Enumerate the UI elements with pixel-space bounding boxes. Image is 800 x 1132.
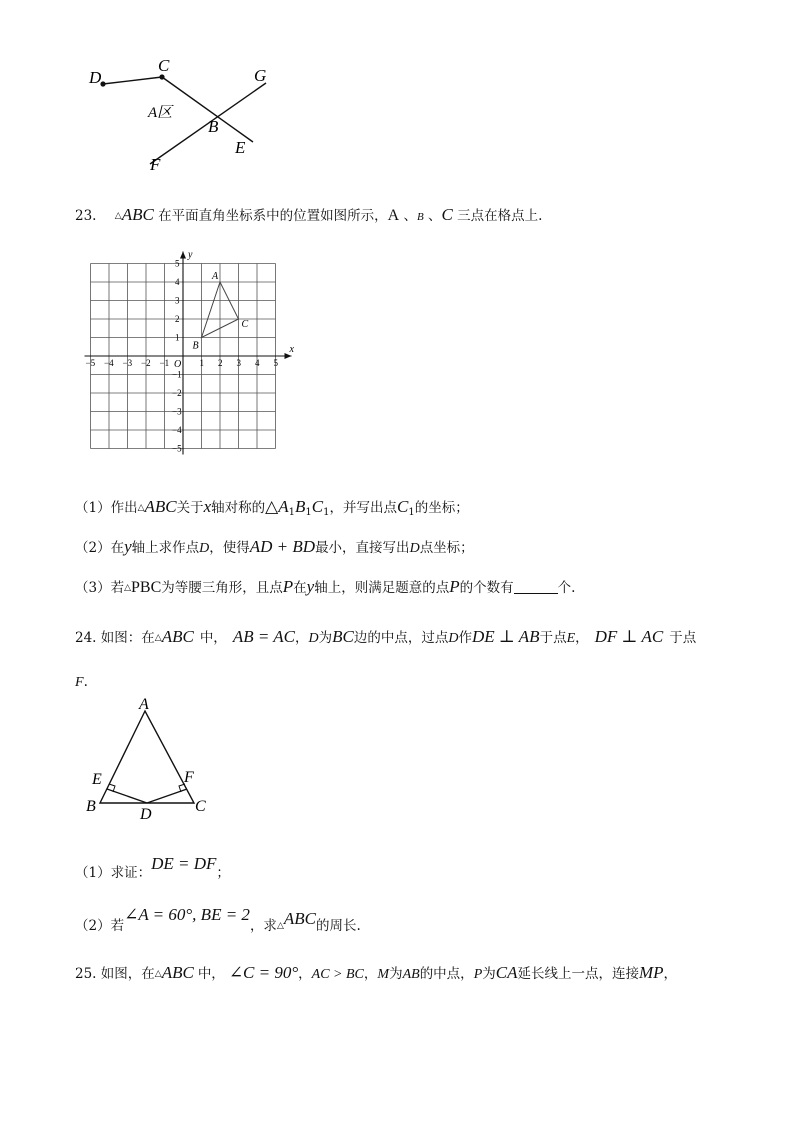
fig24-label-b: B — [86, 798, 96, 815]
x-tick-label: 1 — [199, 358, 204, 368]
fig24-label-a: A — [139, 696, 149, 713]
question-23-stem: 23. △ABC 在平面直角坐标系中的位置如图所示，A 、B 、C 三点在格点上. — [75, 205, 543, 224]
figure-24 — [80, 695, 220, 825]
fig22-label-d: D — [89, 68, 102, 87]
fig24-label-f: F — [184, 769, 194, 786]
answer-blank[interactable] — [514, 579, 558, 594]
y-tick-label: 4 — [175, 277, 180, 287]
fig24-label-e: E — [92, 771, 102, 788]
question-23-part-3: （3）若△PBC为等腰三角形，且点P在y轴上，则满足题意的点P的个数有 个. — [75, 577, 576, 596]
y-axis-arrow — [180, 252, 186, 259]
figure-22 — [80, 60, 290, 180]
y-tick-label: −5 — [172, 443, 182, 454]
y-tick-label: −2 — [172, 388, 182, 398]
question-24-stem: 24. 如图：在△ABC 中， AB = AC，D为BC边的中点，过点D作DE ⊥ AB于点E， DF ⊥ AC 于点 — [75, 627, 697, 646]
x-tick-label: 3 — [236, 358, 241, 368]
question-23-part-2: （2）在y轴上求作点D，使得AD + BD最小，直接写出D点坐标； — [75, 537, 474, 556]
point-label-b: B — [192, 340, 199, 352]
point-label-a: A — [212, 271, 219, 282]
coordinate-grid — [82, 250, 312, 465]
question-23-part-1: （1）作出△ABC关于x轴对称的$\triangle A_1B_1C_1$，并写出点$C_1$的坐标； — [75, 497, 469, 518]
fig22-label-b: B — [208, 117, 219, 136]
fig22-label-g: G — [254, 66, 267, 85]
x-tick-label: −2 — [141, 358, 151, 368]
x-tick-label: −5 — [85, 358, 96, 368]
y-tick-label: 5 — [175, 258, 180, 269]
x-tick-label: −3 — [122, 358, 133, 368]
question-24-part-1: （1）求证：DE = DF； — [75, 854, 230, 881]
y-tick-label: −4 — [172, 425, 182, 435]
y-tick-label: −1 — [172, 369, 182, 380]
fig22-label-f: F — [150, 155, 161, 174]
fig22-label-c: C — [158, 60, 170, 75]
x-tick-label: −4 — [104, 358, 114, 368]
question-24-stem-continued: F. — [75, 674, 88, 690]
fig22-label-e: E — [235, 138, 246, 157]
x-tick-label: 5 — [273, 358, 278, 368]
y-tick-label: 3 — [175, 295, 180, 306]
fig24-label-d: D — [140, 806, 152, 823]
x-axis-label: x — [289, 344, 294, 355]
question-24-part-2: （2）若∠A = 60°, BE = 2，求△ABC的周长. — [75, 905, 361, 934]
fig24-label-c: C — [195, 798, 206, 815]
origin-label: O — [174, 359, 182, 370]
x-tick-label: −1 — [159, 358, 170, 368]
x-tick-label: 2 — [218, 358, 223, 368]
x-tick-label: 4 — [255, 358, 260, 368]
y-axis-label: y — [188, 250, 193, 261]
point-label-c: C — [241, 319, 249, 330]
y-tick-label: −3 — [172, 406, 182, 417]
question-25-stem: 25. 如图，在△ABC 中， ∠C = 90°，AC > BC，M为AB的中点，P为CA延长线上一点，连接MP， — [75, 963, 678, 982]
y-tick-label: 2 — [175, 314, 180, 324]
y-tick-label: 1 — [175, 332, 180, 343]
fig22-label-region-a: A区 — [148, 105, 173, 121]
